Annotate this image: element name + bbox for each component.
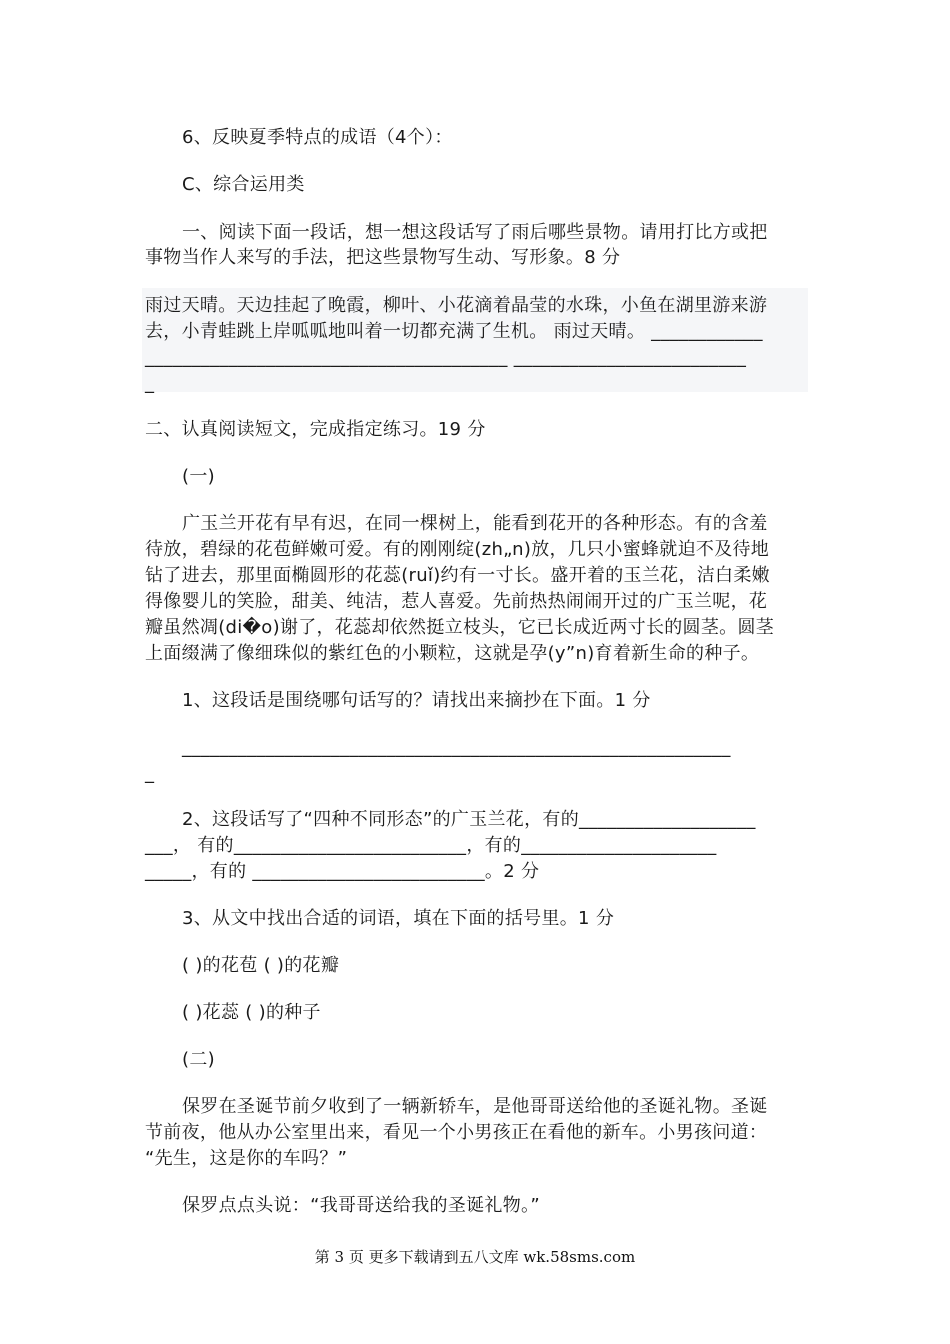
page-footer: 第 3 页 更多下载请到五八文库 wk.58sms.com bbox=[314, 1248, 636, 1266]
sub-question-3: 3、从文中找出合适的词语，填在下面的括号里。1 分 bbox=[182, 908, 615, 929]
part-one-label: (一) bbox=[182, 466, 215, 487]
sub-question-2: 2、这段话写了“四种不同形态”的广玉兰花，有的___________________ bbox=[182, 809, 756, 830]
passage-magnolia-line-3: 钻了进去，那里面椭圆形的花蕊(ruǐ)约有一寸长。盛开着的玉兰花，洁白柔嫩 bbox=[145, 565, 770, 586]
passage-paul-line-3: “先生，这是你的车吗？” bbox=[145, 1148, 348, 1169]
sub-question-1-blank-tail: _ bbox=[145, 763, 155, 784]
part-two-label: (二) bbox=[182, 1049, 215, 1070]
passage-magnolia-line-2: 待放，碧绿的花苞鲜嫩可爱。有的刚刚绽(zh„n)放，几只小蜜蜂就迫不及待地 bbox=[145, 539, 770, 560]
passage-paul-line-1: 保罗在圣诞节前夕收到了一辆新轿车，是他哥哥送给他的圣诞礼物。圣诞 bbox=[182, 1096, 768, 1117]
passage-magnolia-line-1: 广玉兰开花有早有迟，在同一棵树上，能看到花开的各种形态。有的含羞 bbox=[182, 513, 768, 534]
exercise-1-prompt: 一、阅读下面一段话，想一想这段话写了雨后哪些景物。请用打比方或把 bbox=[182, 222, 768, 243]
sub-question-2-cont: ___， 有的_________________________，有的_____________________ bbox=[145, 835, 717, 856]
passage-rain-line-1: 雨过天晴。天边挂起了晚霞，柳叶、小花滴着晶莹的水珠，小鱼在湖里游来游 bbox=[145, 295, 768, 316]
sub-question-1-blank: ___________________________________________________________ bbox=[182, 737, 731, 758]
sub-question-1: 1、这段话是围绕哪句话写的？请找出来摘抄在下面。1 分 bbox=[182, 690, 651, 711]
passage-magnolia-line-5: 瓣虽然凋(di�o)谢了，花蕊却依然挺立枝头，它已长成近两寸长的圆茎。圆茎 bbox=[145, 617, 775, 638]
passage-magnolia-line-6: 上面缀满了像细珠似的紫红色的小颗粒，这就是孕(y”n)育着新生命的种子。 bbox=[145, 643, 760, 664]
passage-magnolia-line-4: 得像婴儿的笑脸，甜美、纯洁，惹人喜爱。先前热热闹闹开过的广玉兰呢，花 bbox=[145, 591, 768, 612]
exercise-1-prompt-cont: 事物当作人来写的手法，把这些景物写生动、写形象。8 分 bbox=[145, 247, 621, 268]
fill-blank-row-2: ( )花蕊 ( )的种子 bbox=[182, 1002, 321, 1023]
exercise-2-heading: 二、认真阅读短文，完成指定练习。19 分 bbox=[145, 419, 486, 440]
passage-paul-line-2: 节前夜，他从办公室里出来，看见一个小男孩正在看他的新车。小男孩问道： bbox=[145, 1122, 768, 1143]
passage-rain-line-2: 去，小青蛙跳上岸呱呱地叫着一切都充满了生机。 雨过天晴。 ____________ bbox=[145, 321, 763, 342]
fill-blank-row-1: ( )的花苞 ( )的花瓣 bbox=[182, 955, 340, 976]
answer-blank-line: _______________________________________ _________________________ bbox=[145, 347, 747, 368]
passage-paul-line-4: 保罗点点头说：“我哥哥送给我的圣诞礼物。” bbox=[182, 1195, 540, 1216]
answer-blank-tail: _ bbox=[145, 373, 155, 394]
question-6: 6、反映夏季特点的成语（4个）： bbox=[182, 127, 453, 148]
section-c-heading: C、综合运用类 bbox=[182, 174, 305, 195]
sub-question-2-end: _____，有的 _________________________。2 分 bbox=[145, 861, 540, 882]
